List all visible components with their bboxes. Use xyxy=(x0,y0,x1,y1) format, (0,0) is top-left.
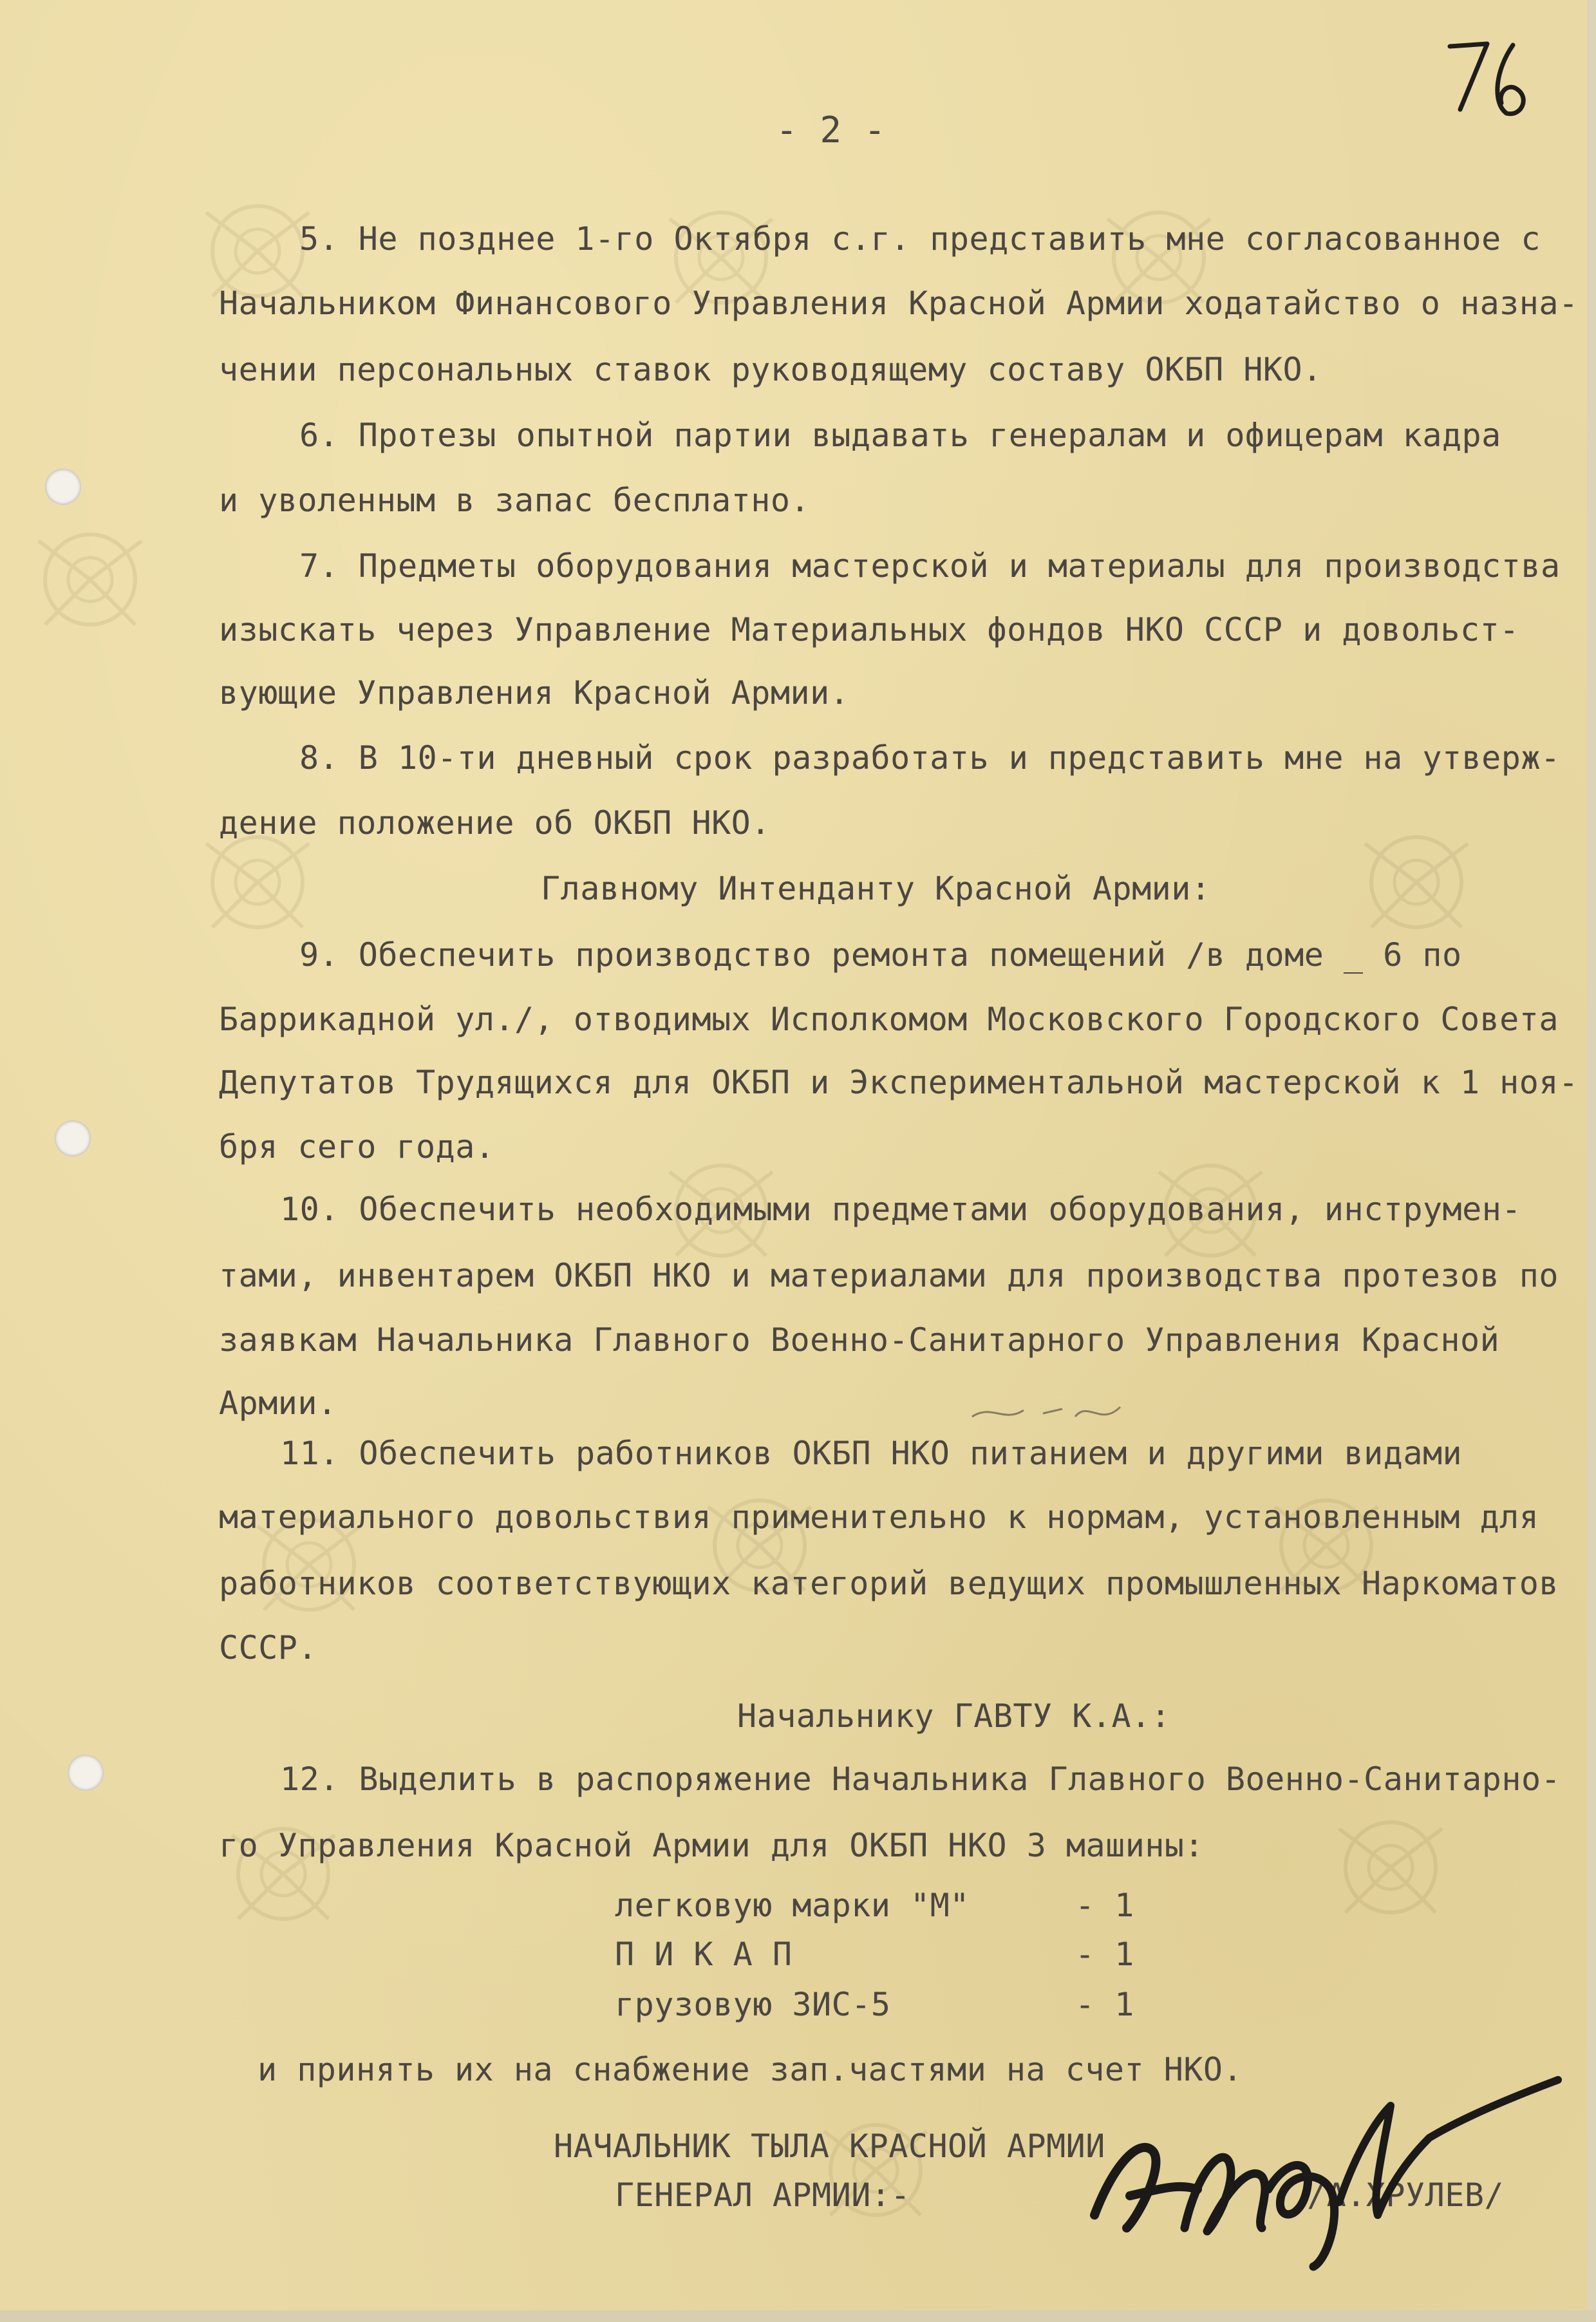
watermark-emblem xyxy=(26,515,155,644)
text-line: 10. Обеспечить необходимыми предметами оборудования, инструмен- xyxy=(280,1191,1521,1228)
vehicle-count: - 1 xyxy=(1075,1887,1134,1924)
text-line: 9. Обеспечить производство ремонта помещений /в доме _ 6 по xyxy=(299,936,1462,974)
punch-hole xyxy=(68,1755,104,1791)
section-heading: Главному Интенданту Красной Армии: xyxy=(541,870,1211,907)
text-line: материального довольствия применительно к нормам, установленным для xyxy=(219,1498,1539,1536)
text-line: Армии. xyxy=(219,1384,337,1422)
punch-hole xyxy=(45,469,81,505)
text-line: заявкам Начальника Главного Военно-Санитарного Управления Красной xyxy=(219,1321,1500,1359)
vehicle-name: П И К А П xyxy=(615,1936,793,1973)
page-right-edge xyxy=(1587,0,1596,2322)
vehicle-name: грузовую ЗИС-5 xyxy=(615,1986,891,2023)
text-line: 7. Предметы оборудования мастерской и материалы для производства xyxy=(299,547,1561,585)
text-line: бря сего года. xyxy=(219,1128,495,1166)
page-number: - 2 - xyxy=(776,109,887,151)
text-line: го Управления Красной Армии для ОКБП НКО 3 машины: xyxy=(219,1827,1205,1864)
watermark-emblem xyxy=(1352,818,1481,947)
vehicle-count: - 1 xyxy=(1075,1986,1134,2023)
page-bottom-edge xyxy=(0,2310,1596,2322)
text-line: Баррикадной ул./, отводимых Исполкомом Московского Городского Совета xyxy=(219,1001,1559,1038)
text-line: работников соответствующих категорий ведущих промышленных Наркоматов xyxy=(219,1565,1559,1602)
text-line: 6. Протезы опытной партии выдавать генералам и офицерам кадра xyxy=(299,417,1501,454)
text-line: Депутатов Трудящихся для ОКБП и Экспериментальной мастерской к 1 ноя- xyxy=(219,1064,1579,1101)
text-line: 8. В 10-ти дневный срок разработать и представить мне на утверж- xyxy=(299,739,1561,777)
watermark-emblem xyxy=(811,2106,940,2234)
handwritten-signature xyxy=(1069,2067,1571,2273)
text-line: изыскать через Управление Материальных фондов НКО СССР и довольст- xyxy=(219,611,1519,648)
text-line: 12. Выделить в распоряжение Начальника Главного Военно-Санитарно- xyxy=(280,1760,1561,1798)
text-line: Начальником Финансового Управления Красной Армии ходатайство о назна- xyxy=(219,285,1579,322)
signatory-rank: ГЕНЕРАЛ АРМИИ:- xyxy=(615,2176,911,2214)
watermark-emblem xyxy=(1326,1803,1455,1932)
text-line: 11. Обеспечить работников ОКБП НКО питанием и другими видами xyxy=(280,1435,1463,1472)
punch-hole xyxy=(55,1120,91,1156)
section-heading: Начальнику ГАВТУ К.А.: xyxy=(737,1697,1171,1735)
text-line: чении персональных ставок руководящему составу ОКБП НКО. xyxy=(219,351,1322,388)
text-line: 5. Не позднее 1-го Октября с.г. представить мне согласованное с xyxy=(299,220,1541,258)
text-line: дение положение об ОКБП НКО. xyxy=(219,804,771,842)
text-line: вующие Управления Красной Армии. xyxy=(219,674,850,712)
text-line: и уволенным в запас бесплатно. xyxy=(219,482,811,519)
text-line: СССР. xyxy=(219,1629,318,1666)
closing-line: и принять их на снабжение зап.частями на счет НКО. xyxy=(258,2051,1243,2088)
pencil-marks xyxy=(966,1391,1133,1436)
vehicle-count: - 1 xyxy=(1075,1936,1134,1973)
signatory-title: НАЧАЛЬНИК ТЫЛА КРАСНОЙ АРМИИ xyxy=(554,2128,1105,2165)
text-line: тами, инвентарем ОКБП НКО и материалами для производства протезов по xyxy=(219,1257,1559,1294)
archive-page-number xyxy=(1442,32,1539,129)
signatory-name: /А.ХРУЛЕВ/ xyxy=(1307,2176,1505,2214)
vehicle-name: легковую марки "М" xyxy=(615,1887,970,1924)
